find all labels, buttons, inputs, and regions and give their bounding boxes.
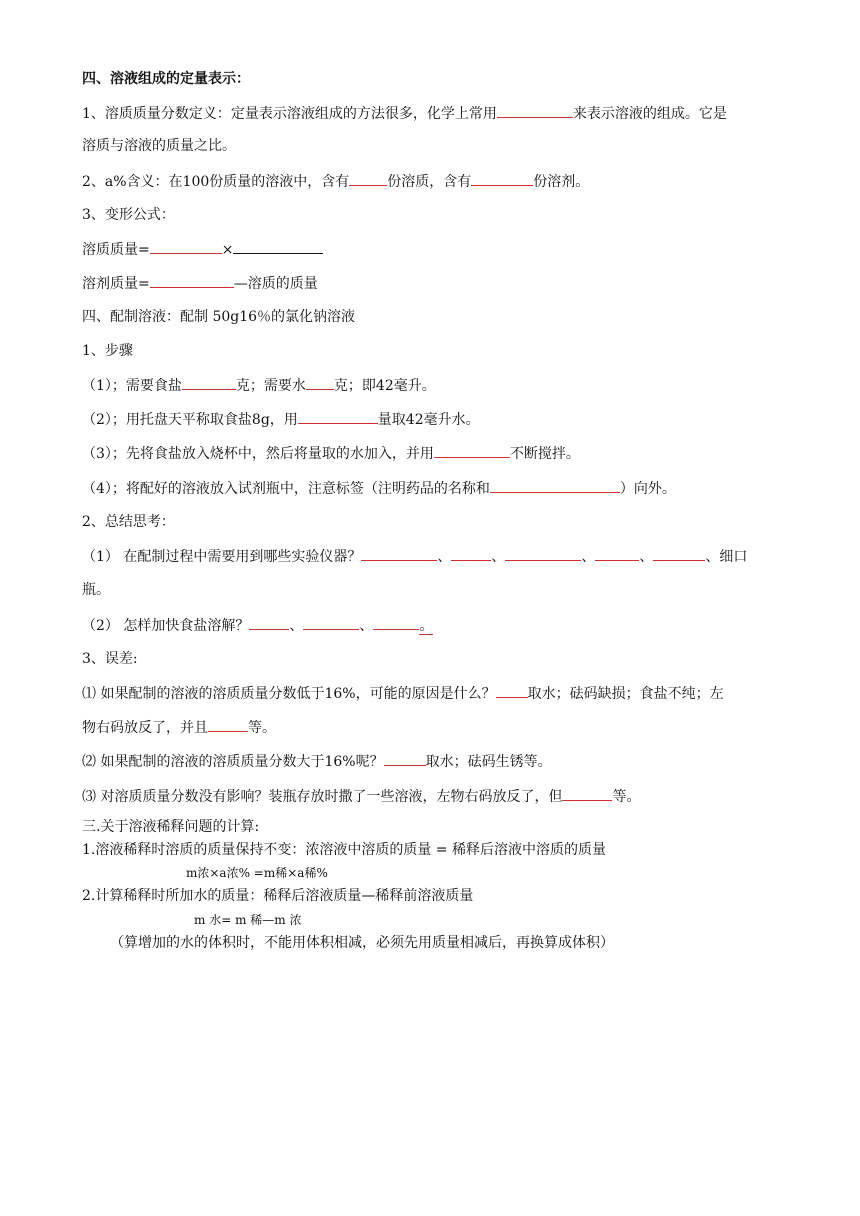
blank-field[interactable]	[562, 787, 612, 801]
question-end: 。	[419, 618, 434, 634]
meaning-line	[82, 172, 589, 191]
error-item-1-cont	[82, 718, 276, 737]
rule-emphasis: 浓溶液中溶质的质量	[305, 842, 432, 858]
blank-field[interactable]	[653, 547, 705, 561]
times-sign: ×	[221, 242, 234, 258]
step-text: 克；需要水	[235, 378, 306, 394]
error-text: 等。	[248, 720, 276, 736]
solvent-mass-formula	[82, 274, 318, 293]
steps-heading: 1、步骤	[82, 343, 133, 359]
blank-field[interactable]	[505, 547, 581, 561]
separator: 、	[581, 549, 596, 565]
step-text: （4）；将配好的溶液放入试剂瓶中，注意标签（注明药品的名称和	[82, 481, 490, 497]
question-tail: 、细口	[705, 549, 748, 565]
blank-field[interactable]	[150, 240, 222, 254]
step-text: （2）；用托盘天平称取食盐8g，用	[82, 412, 298, 428]
blank-field[interactable]	[496, 684, 528, 698]
dilution-rule-2	[82, 887, 473, 905]
blank-field[interactable]	[306, 376, 334, 390]
summary-heading: 2、总结思考：	[82, 514, 175, 530]
formula-heading: 3、变形公式：	[82, 207, 175, 223]
blank-field[interactable]	[434, 444, 510, 458]
blank-field[interactable]	[490, 479, 620, 493]
note-text: ，必须先用质量相减后，再换算成体积）	[362, 935, 614, 951]
separator: 、	[289, 618, 304, 634]
blank-field[interactable]	[451, 547, 491, 561]
blank-field[interactable]	[497, 104, 573, 118]
error-text: 取水；砝码生锈等。	[425, 754, 552, 770]
solute-mass-formula	[82, 240, 323, 259]
rule-emphasis: 稀释后溶液质量—稀释前溶液质量	[263, 888, 474, 904]
step-text: 克；即42毫升。	[333, 378, 436, 394]
blank-field[interactable]	[233, 240, 323, 254]
separator: 、	[437, 549, 452, 565]
definition-line-2: 溶质与溶液的质量之比。	[82, 138, 236, 154]
note-text: （算增加的水的体积时，	[110, 935, 264, 951]
step-text: （1）；需要食盐	[82, 378, 182, 394]
step-4	[82, 479, 676, 498]
summary-question-2	[82, 616, 433, 635]
error-text: 取水；砝码缺损；食盐不纯；左	[527, 686, 724, 702]
blank-field[interactable]	[150, 274, 234, 288]
blank-field[interactable]	[373, 616, 419, 630]
blank-field[interactable]	[595, 547, 639, 561]
meaning-text-end: 份溶剂。	[533, 174, 590, 190]
error-text: ⑴ 如果配制的溶液的溶质质量分数低于16%，可能的原因是什么？	[82, 686, 496, 702]
definition-line-1	[82, 104, 727, 123]
error-text: 等。	[612, 789, 641, 805]
error-item-3	[82, 787, 640, 806]
separator: 、	[491, 549, 506, 565]
blank-field[interactable]	[349, 172, 387, 186]
formula-label: 溶剂质量=	[82, 276, 150, 292]
step-2	[82, 410, 480, 429]
error-text: ⑵ 如果配制的溶液的溶质质量分数大于16%呢？	[82, 754, 384, 770]
summary-question-1-cont: 瓶。	[82, 582, 110, 598]
section-title-preparation: 四、配制溶液：配制 50g16％的氯化钠溶液	[82, 309, 356, 325]
error-heading: 3、误差:	[82, 651, 138, 667]
blank-field[interactable]	[303, 616, 359, 630]
separator: 、	[639, 549, 654, 565]
definition-text-cont: 来表示溶液的组成。它是	[572, 106, 727, 122]
section-title-quantitative: 四、溶液组成的定量表示：	[82, 71, 250, 87]
dilution-rule-1	[82, 841, 606, 859]
blank-field[interactable]	[182, 376, 236, 390]
error-text: 物右码放反了，并且	[82, 720, 208, 736]
blank-field[interactable]	[361, 547, 437, 561]
step-text: 不断搅拌。	[509, 446, 580, 462]
summary-question-1	[82, 547, 747, 566]
blank-field[interactable]	[208, 718, 248, 732]
error-text: ⑶ 对溶质质量分数没有影响？装瓶存放时撒了一些溶液，左物右码放反了，但	[82, 789, 563, 805]
step-1	[82, 376, 436, 395]
error-item-2	[82, 752, 552, 771]
step-text: 量取42毫升水。	[377, 412, 480, 428]
blank-field[interactable]	[384, 752, 426, 766]
question-text: （1） 在配制过程中需要用到哪些实验仪器？	[82, 549, 362, 565]
meaning-text: 2、a%含义：在100份质量的溶液中，含有	[82, 174, 350, 190]
dilution-formula-1: m浓×a浓% =m稀×a稀%	[186, 866, 328, 880]
question-text: （2） 怎样加快食盐溶解？	[82, 618, 250, 634]
formula-tail: —溶质的质量	[233, 276, 318, 292]
step-text: ）向外。	[619, 481, 676, 497]
equals-sign: =	[431, 842, 452, 858]
dilution-formula-2: m 水= m 稀—m 浓	[194, 913, 302, 927]
note-emphasis: 不能用体积相减	[264, 935, 362, 951]
meaning-text-mid: 份溶质，含有	[387, 174, 472, 190]
blank-field[interactable]	[249, 616, 289, 630]
step-3	[82, 444, 580, 463]
definition-text: 1、溶质质量分数定义：定量表示溶液组成的方法很多，化学上常用	[82, 106, 497, 122]
rule-text: 2.计算稀释时所加水的质量：	[82, 888, 264, 904]
rule-text: 1.溶液稀释时溶质的质量保持不变：	[82, 842, 306, 858]
dilution-heading: 三.关于溶液稀释问题的计算:	[82, 819, 260, 835]
formula-label: 溶质质量=	[82, 242, 150, 258]
blank-field[interactable]	[298, 410, 378, 424]
error-item-1	[82, 684, 724, 703]
blank-field[interactable]	[471, 172, 533, 186]
rule-emphasis: 稀释后溶液中溶质的质量	[452, 842, 606, 858]
dilution-note	[110, 934, 614, 952]
step-text: （3）；先将食盐放入烧杯中，然后将量取的水加入，并用	[82, 446, 434, 462]
separator: 、	[359, 618, 374, 634]
